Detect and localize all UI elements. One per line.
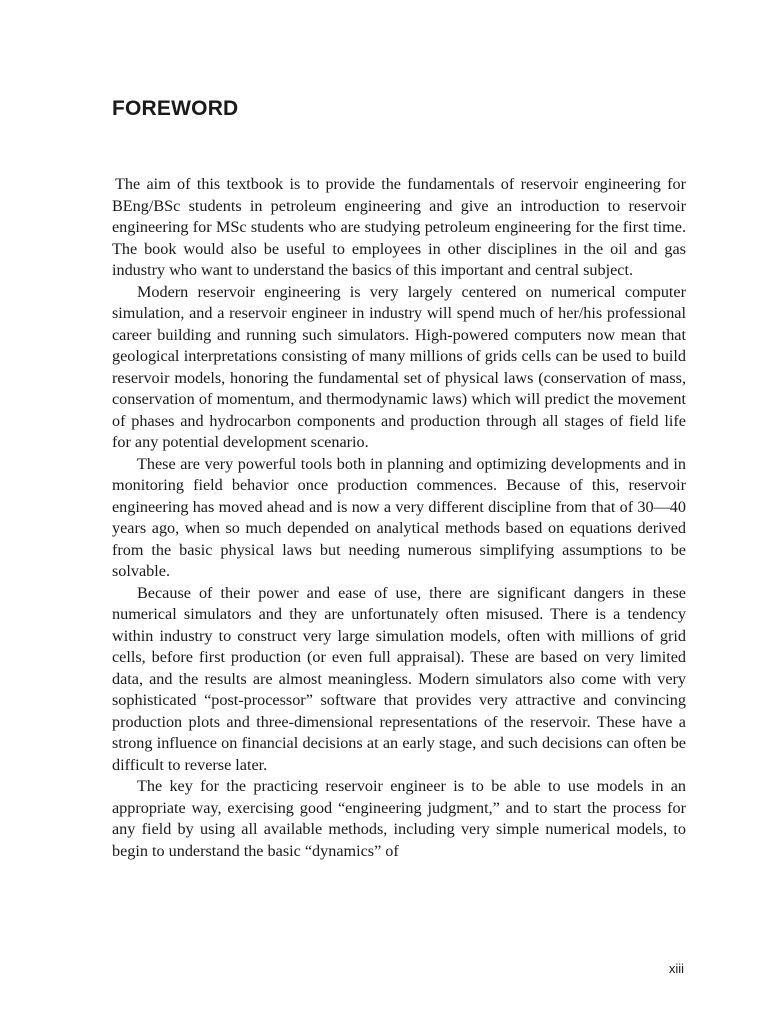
page-number: xiii <box>668 961 684 976</box>
paragraph-2: Modern reservoir engineering is very largely centered on numerical computer simulation, and a reservoir engineer in industry will spend much of her/his professional career building and running such simulators. High-powered computers now mean that geological interpretations consisting of many millions of grids cells can be used to build reservoir models, honoring the fundamental set of physical laws (conservation of mass, conservation of momentum, and thermodynamic laws) which will predict the movement of phases and hydrocarbon components and production through all stages of field life for any potential development scenario. <box>112 282 686 451</box>
foreword-body <box>112 174 686 862</box>
paragraph-4: Because of their power and ease of use, there are significant dangers in these numerical simulators and they are unfortunately often misused. There is a tendency within industry to construct very large simulation models, often with millions of grid cells, before first production (or even full appraisal). These are based on very limited data, and the results are almost meaningless. Modern simulators also come with very sophisticated “post-processor” software that provides very attractive and convincing production plots and three-dimensional representations of the reservoir. These have a strong influence on financial decisions at an early stage, and such decisions can often be difficult to reverse later. <box>112 583 686 774</box>
paragraph-3: These are very powerful tools both in planning and optimizing developments and in monitoring field behavior once production commences. Because of this, reservoir engineering has moved ahead and is now a very different discipline from that of 30—40 years ago, when so much depended on analytical methods based on equations derived from the basic physical laws but needing numerous simplifying assumptions to be solvable. <box>112 454 686 580</box>
paragraph-1: The aim of this textbook is to provide the fundamentals of reservoir engineering for BEng/BSc students in petroleum engineering and give an introduction to reservoir engineering for MSc students who are studying petroleum engineering for the first time. The book would also be useful to employees in other disciplines in the oil and gas industry who want to understand the basics of this important and central subject. <box>112 175 686 279</box>
paragraph-5: The key for the practicing reservoir engineer is to be able to use models in an appropriate way, exercising good “engineering judgment,” and to start the process for any field by using all available methods, including very simple numerical models, to begin to understand the basic “dynamics” of <box>112 777 686 860</box>
chapter-heading: FOREWORD <box>112 97 239 120</box>
